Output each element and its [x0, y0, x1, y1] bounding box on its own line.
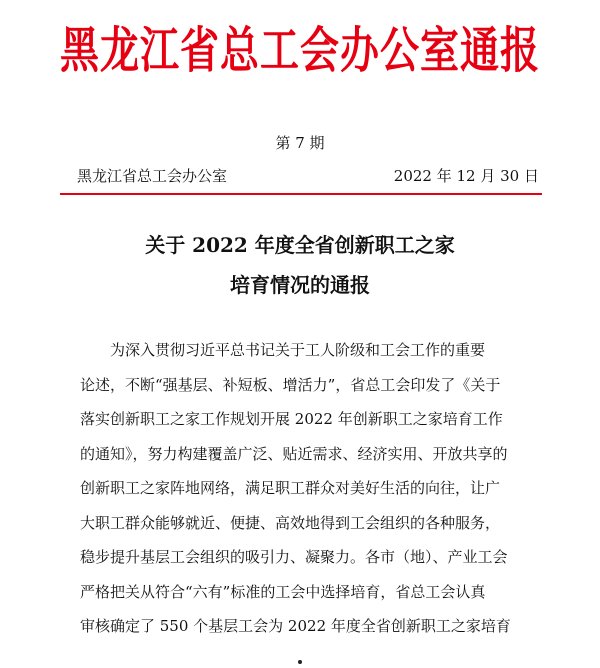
document-title-line-1: 关于 2022 年度全省创新职工之家 — [145, 233, 455, 257]
page-dot-mark — [298, 660, 302, 664]
issuer-date-row — [77, 166, 539, 186]
body-line-5: 创新职工之家阵地网络，满足职工群众对美好生活的向往，让广 — [80, 479, 501, 497]
issue-number: 第 7 期 — [275, 134, 325, 152]
issuer-name: 黑龙江省总工会办公室 — [77, 167, 228, 185]
body-line-9: 审核确定了 550 个基层工会为 2022 年度全省创新职工之家培育 — [80, 617, 511, 635]
body-line-4: 的通知》，努力构建覆盖广泛、贴近需求、经济实用、开放共享的 — [80, 445, 508, 463]
body-line-3: 落实创新职工之家工作规划开展 2022 年创新职工之家培育工作 — [80, 410, 503, 428]
body-line-2: 论述，不断“强基层、补短板、增活力”，省总工会印发了《关于 — [80, 376, 501, 394]
masthead-title: 黑龙江省总工会办公室通报 — [59, 21, 540, 80]
body-line-8: 严格把关从符合“六有”标准的工会中选择培育，省总工会认真 — [80, 583, 486, 601]
body-line-1: 为深入贯彻习近平总书记关于工人阶级和工会工作的重要 — [80, 341, 486, 359]
issue-date: 2022 年 12 月 30 日 — [393, 167, 539, 185]
body-line-6: 大职工群众能够就近、便捷、高效地得到工会组织的各种服务， — [80, 514, 501, 532]
red-divider-line — [60, 193, 542, 195]
document-title-line-2: 培育情况的通报 — [230, 273, 370, 297]
body-line-7: 稳步提升基层工会组织的吸引力、凝聚力。各市（地）、产业工会 — [80, 548, 508, 566]
